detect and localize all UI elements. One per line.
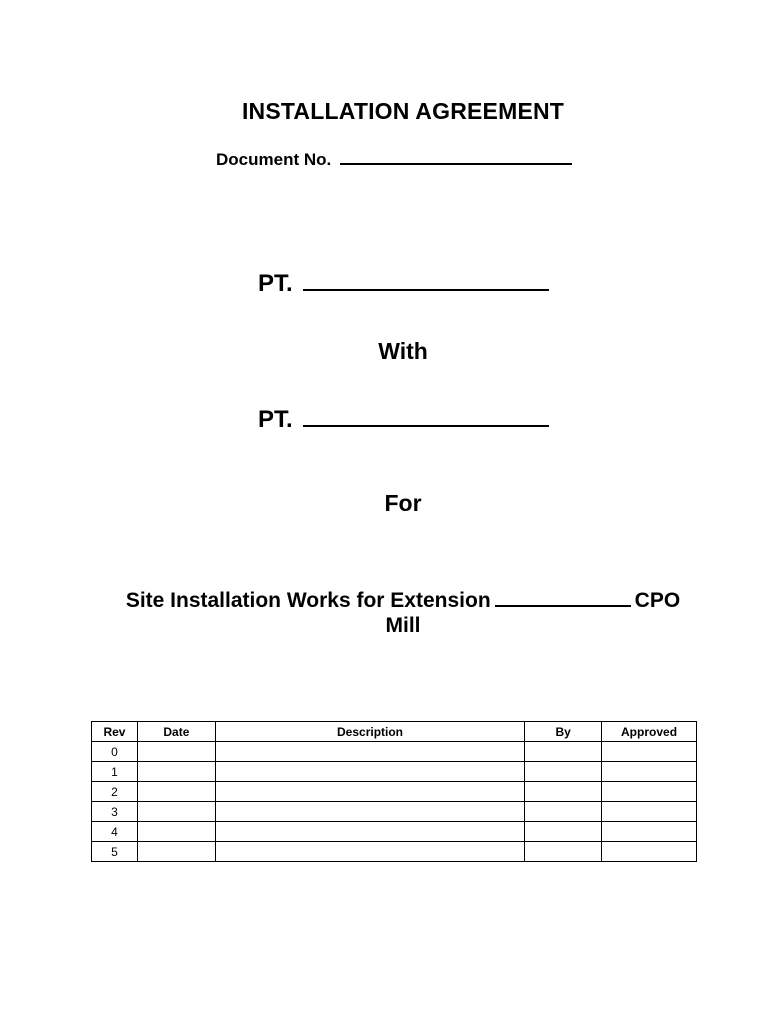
header-rev: Rev xyxy=(92,722,138,742)
approved-cell xyxy=(602,782,697,802)
date-cell xyxy=(137,742,215,762)
by-cell xyxy=(525,822,602,842)
document-title: INSTALLATION AGREEMENT xyxy=(241,98,565,124)
approved-cell xyxy=(602,762,697,782)
by-cell xyxy=(525,802,602,822)
party-two-prefix: PT. xyxy=(258,406,293,433)
header-by: By xyxy=(525,722,602,742)
rev-cell: 1 xyxy=(92,762,138,782)
rev-cell: 5 xyxy=(92,842,138,862)
rev-cell: 2 xyxy=(92,782,138,802)
rev-cell: 4 xyxy=(92,822,138,842)
description-cell xyxy=(215,782,524,802)
rev-cell: 3 xyxy=(92,802,138,822)
site-text-before: Site Installation Works for Extension xyxy=(125,589,491,612)
by-cell xyxy=(525,782,602,802)
date-cell xyxy=(137,842,215,862)
description-cell xyxy=(215,822,524,842)
date-cell xyxy=(137,782,215,802)
header-approved: Approved xyxy=(602,722,697,742)
revision-table xyxy=(91,721,697,862)
approved-cell xyxy=(602,742,697,762)
description-cell xyxy=(215,762,524,782)
description-cell xyxy=(215,842,524,862)
party-one xyxy=(258,270,549,298)
rev-cell: 0 xyxy=(92,742,138,762)
site-description xyxy=(70,588,736,638)
table-row xyxy=(92,782,697,802)
table-row xyxy=(92,742,697,762)
party-one-blank xyxy=(303,288,549,291)
party-two-blank xyxy=(303,424,549,427)
site-text-line2: Mill xyxy=(385,614,421,637)
site-text-after: CPO xyxy=(634,589,681,612)
date-cell xyxy=(137,802,215,822)
party-two xyxy=(258,406,549,434)
table-row xyxy=(92,762,697,782)
party-one-prefix: PT. xyxy=(258,270,293,297)
site-blank xyxy=(495,604,631,607)
document-number xyxy=(216,150,572,170)
revision-table-header xyxy=(92,722,697,742)
description-cell xyxy=(215,742,524,762)
description-cell xyxy=(215,802,524,822)
approved-cell xyxy=(602,842,697,862)
for-label: For xyxy=(384,490,422,516)
with-label: With xyxy=(378,338,428,364)
document-number-blank xyxy=(340,162,572,165)
by-cell xyxy=(525,762,602,782)
by-cell xyxy=(525,842,602,862)
approved-cell xyxy=(602,802,697,822)
table-row xyxy=(92,802,697,822)
header-date: Date xyxy=(137,722,215,742)
table-row xyxy=(92,822,697,842)
date-cell xyxy=(137,822,215,842)
date-cell xyxy=(137,762,215,782)
by-cell xyxy=(525,742,602,762)
approved-cell xyxy=(602,822,697,842)
document-number-label: Document No. xyxy=(216,150,332,169)
table-row xyxy=(92,842,697,862)
header-description: Description xyxy=(215,722,524,742)
